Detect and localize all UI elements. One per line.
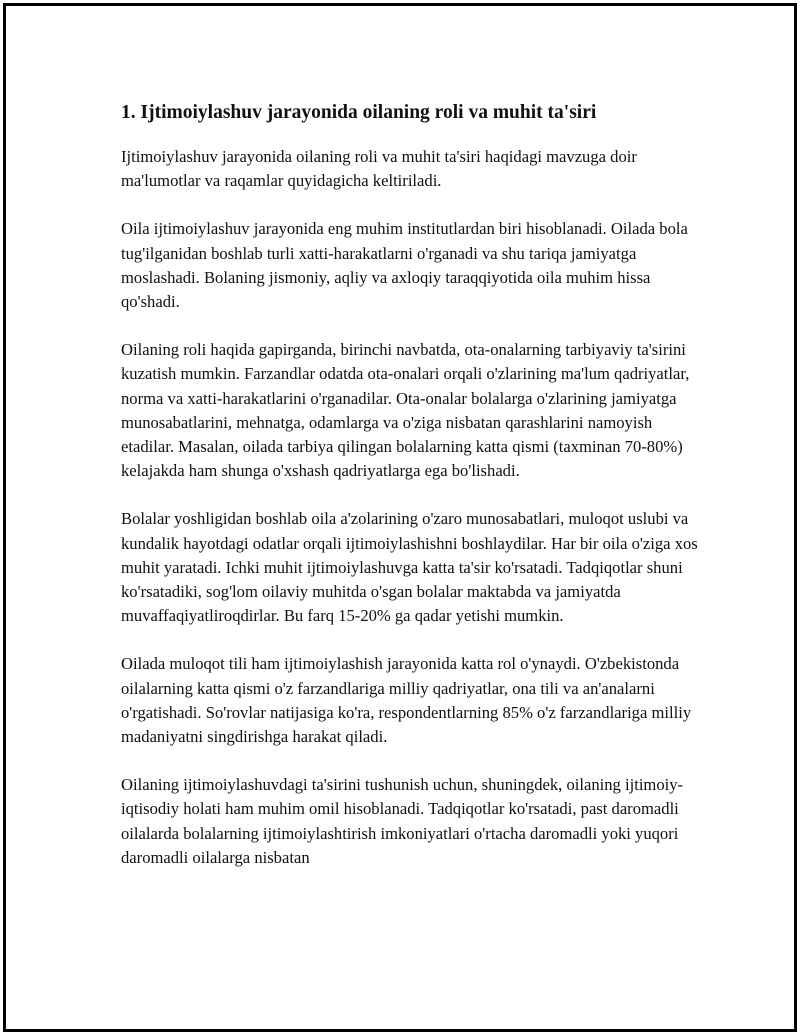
document-body — [121, 94, 701, 870]
section-heading: 1. Ijtimoiylashuv jarayonida oilaning roli va muhit ta'siri — [121, 102, 597, 123]
paragraph-socioeconomic-status: Oilaning ijtimoiylashuvdagi ta'sirini tushunish uchun, shuningdek, oilaning ijtimoiy-iqtisodiy holati ham muhim omil hisoblanadi. Tadqiqotlar ko'rsatadi, past daromadli oilalarda bolalarning ijtimoiylashtirish imkoniyatlari o'rtacha daromadli yoki yuqori daromadli oilalarga nisbatan — [121, 775, 684, 867]
paragraph-communication-language: Oilada muloqot tili ham ijtimoiylashish jarayonida katta rol o'ynaydi. O'zbekistonda oilalarning katta qismi o'z farzandlariga milliy qadriyatlar, ona tili va an'analarni o'rgatishadi. So'rovlar natijasiga ko'ra, respondentlarning 85% o'z farzandlariga milliy madaniyatni singdirishga harakat qiladi. — [121, 654, 692, 747]
page-frame — [3, 3, 797, 1032]
paragraph-intro: Ijtimoiylashuv jarayonida oilaning roli va muhit ta'siri haqidagi mavzuga doir ma'lumotlar va raqamlar quyidagicha keltiriladi. — [121, 147, 637, 191]
paragraph-family-institution: Oila ijtimoiylashuv jarayonida eng muhim institutlardan biri hisoblanadi. Oilada bola tug'ilganidan boshlab turli xatti-harakatlarni o'rganadi va shu tariqa jamiyatga moslashadi. Bolaning jismoniy, aqliy va axloqiy taraqqiyotida oila muhim hissa qo'shadi. — [121, 219, 688, 312]
paragraph-family-environment: Bolalar yoshligidan boshlab oila a'zolarining o'zaro munosabatlari, muloqot uslubi va kundalik hayotdagi odatlar orqali ijtimoiylashishni boshlaydilar. Har bir oila o'ziga xos muhit yaratadi. Ichki muhit ijtimoiylashuvga katta ta'sir ko'rsatadi. Tadqiqotlar shuni ko'rsatadiki, sog'lom oilaviy muhitda o'sgan bolalar maktabda va jamiyatda muvaffaqiyatliroqdirlar. Bu farq 15-20% ga qadar yetishi mumkin. — [121, 509, 698, 626]
paragraph-parental-influence: Oilaning roli haqida gapirganda, birinchi navbatda, ota-onalarning tarbiyaviy ta'sirini kuzatish mumkin. Farzandlar odatda ota-onalari orqali o'zlarining ma'lum qadriyatlar, norma va xatti-harakatlarini o'rganadilar. Ota-onalar bolalarga o'zlarining jamiyatga munosabatlarini, mehnatga, odamlarga va o'ziga nisbatan qarashlarini namoyish etadilar. Masalan, oilada tarbiya qilingan bolalarning katta qismi (taxminan 70-80%) kelajakda ham shunga o'xshash qadriyatlarga ega bo'lishadi. — [121, 340, 690, 481]
